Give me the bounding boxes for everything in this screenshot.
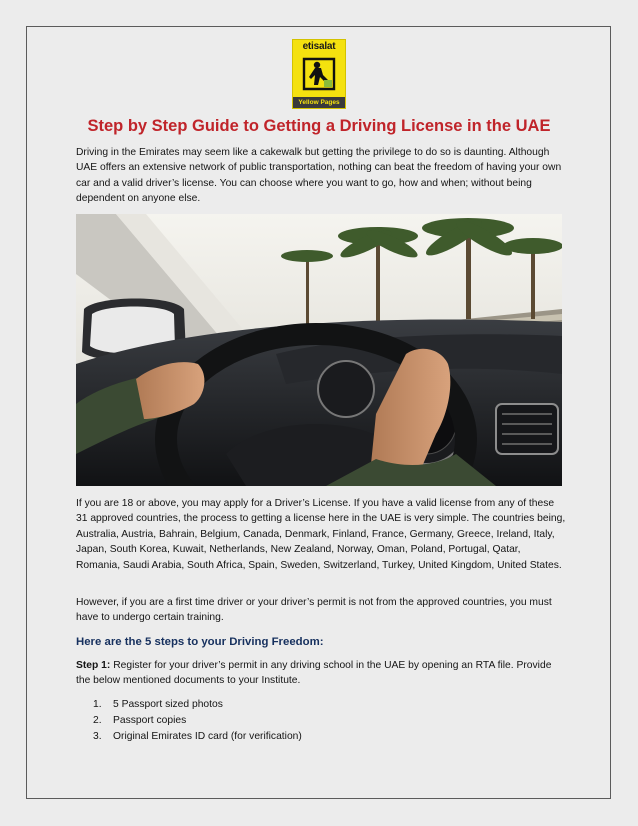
list-item (93, 729, 302, 745)
step-1-text: Register for your driver’s permit in any driving school in the UAE by opening an RTA file. Provide the below mentioned documents to your Institute. (76, 660, 552, 687)
walking-fingers-icon (298, 53, 340, 95)
etisalat-yellow-pages-logo (292, 39, 346, 109)
list-item-number: 2. (93, 715, 102, 726)
intro-paragraph: Driving in the Emirates may seem like a cakewalk but getting the privilege to do so is daunting. Although UAE offers an extensive network of public transportation, nothing can beat the freedom of having your own car and a valid driver’s license. You can choose where you want to go, how and when; without being dependent on anyone else. (76, 147, 562, 205)
eligibility-paragraph: If you are 18 or above, you may apply for a Driver’s License. If you have a valid license from any of these 31 approved countries, the process to getting a license here in the UAE is very simple. The countries being, Australia, Austria, Bahrain, Belgium, Canada, Denmark, Finland, France, Germany, Greece, Ireland, Italy, Japan, South Korea, Kuwait, Netherlands, New Zealand, Norway, Oman, Poland, Portugal, Qatar, Romania, Saudi Arabia, South Africa, Spain, Sweden, Switzerland, Turkey, United Kingdom, United States. (76, 498, 566, 571)
step-1-paragraph (76, 658, 566, 689)
steps-heading: Here are the 5 steps to your Driving Freedom: (76, 636, 324, 648)
documents-list (93, 697, 302, 745)
step-1-label: Step 1: (76, 660, 111, 671)
list-item-number: 1. (93, 699, 102, 710)
logo-banner: Yellow Pages (293, 97, 345, 108)
list-item-text: 5 Passport sized photos (113, 699, 223, 710)
list-item (93, 697, 302, 713)
list-item (93, 713, 302, 729)
first-time-driver-paragraph: However, if you are a first time driver or your driver’s permit is not from the approved countries, you must have to undergo certain training. (76, 597, 552, 624)
list-item-text: Original Emirates ID card (for verification) (113, 731, 302, 742)
page-title: Step by Step Guide to Getting a Driving License in the UAE (87, 117, 551, 135)
list-item-text: Passport copies (113, 715, 187, 726)
logo-brand-text: etisalat (302, 41, 336, 52)
driving-photo (76, 214, 562, 486)
list-item-number: 3. (93, 731, 102, 742)
steering-wheel-photo-icon (76, 214, 562, 486)
